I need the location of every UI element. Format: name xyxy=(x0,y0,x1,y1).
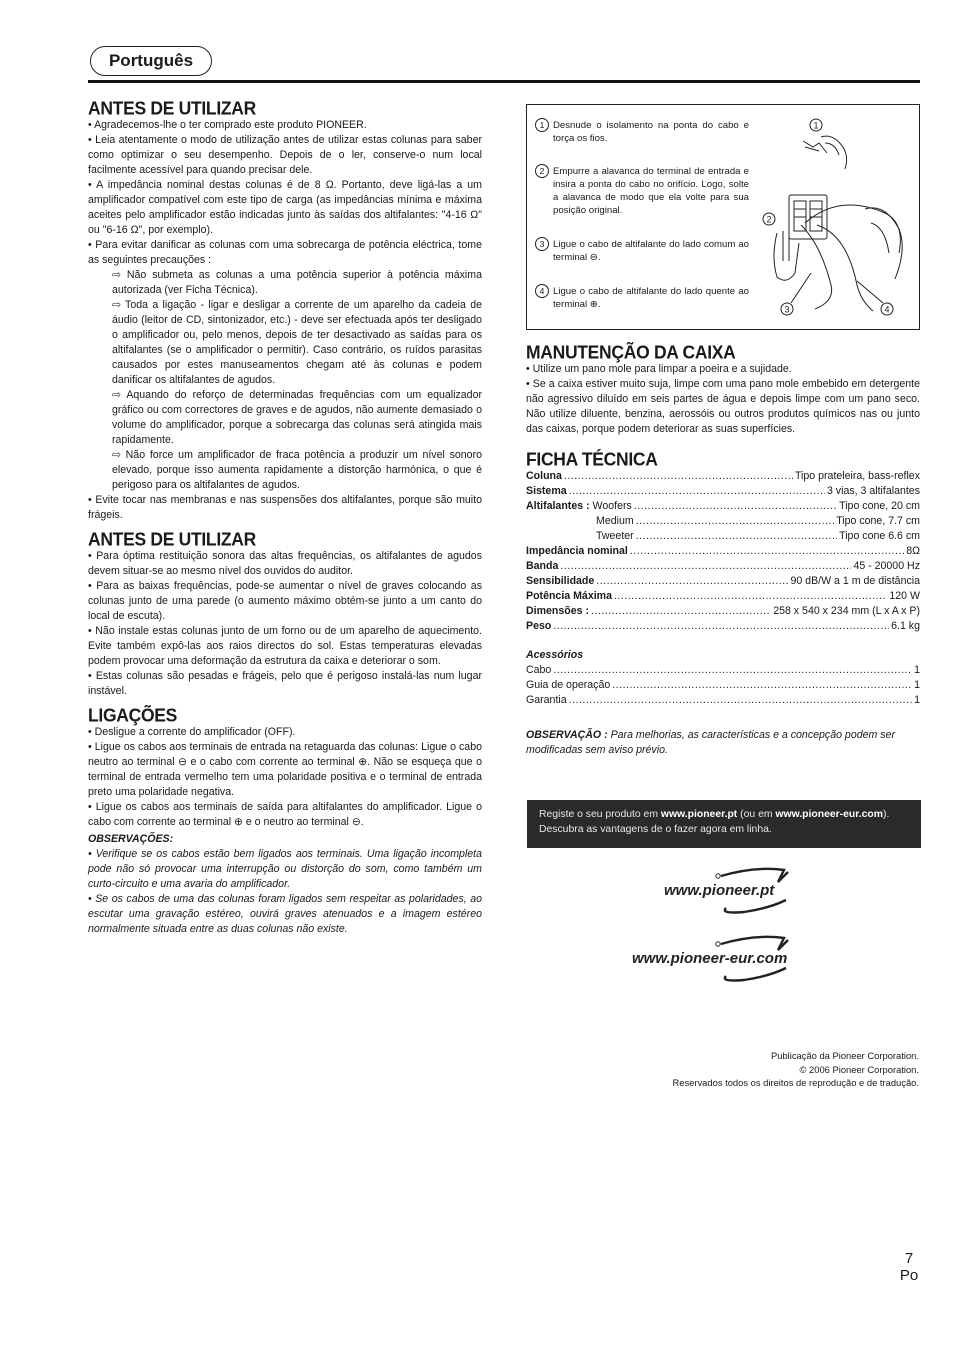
paragraph: • A impedância nominal destas colunas é de 8 Ω. Portanto, deve ligá-las a um amplificador compatível com este tipo de carga (as impedâncias mínima e máxima aceites pelo amplificador estão indicadas junto às saídas dos altifalantes: "4-16 Ω" ou "6-16 Ω", por exemplo). xyxy=(88,179,482,236)
label-1: 1 xyxy=(813,120,819,131)
observation-item: • Verifique se os cabos estão bem ligados aos terminais. Uma ligação incompleta pode não só provocar uma interrupção ou distorção do som, como também um curto-circuito e uma avaria do amplificador. xyxy=(88,848,482,890)
banner-line-2: Descubra as vantagens de o fazer agora em linha. xyxy=(539,824,772,835)
spec-row: Dimensões : ..... 258 x 540 x 234 mm (L x A x P) xyxy=(526,604,920,619)
diagram-step-1 xyxy=(535,119,749,145)
language-tab: Português xyxy=(90,46,212,76)
observation-label: OBSERVAÇÃO : xyxy=(526,729,608,741)
section-title-antes-2: ANTES DE UTILIZAR xyxy=(88,528,256,550)
paragraph: • Estas colunas são pesadas e frágeis, pelo que é perigoso instalá-las num lugar instável. xyxy=(88,670,482,697)
accessories-list xyxy=(526,663,920,708)
section-title-ficha-tecnica: FICHA TÉCNICA xyxy=(526,448,658,470)
step-number: 3 xyxy=(535,237,549,251)
accessories-title: Acessórios xyxy=(526,649,584,661)
banner-link-pioneer-eur[interactable]: www.pioneer-eur.com xyxy=(775,809,883,820)
paragraph: • Não instale estas colunas junto de um forno ou de um aparelho de aquecimento. Evite também expô-las aos raios directos do sol. Estas temperaturas elevadas podem provocar uma deformação da estrutura da caixa e deteriorar o som. xyxy=(88,625,482,667)
paragraph: • Ligue os cabos aos terminais de saída para altifalantes do amplificador. Ligue o cabo com corrente ao terminal ⊕ e o neutro ao terminal ⊖. xyxy=(88,801,482,828)
left-column xyxy=(88,98,482,937)
paragraph: • Para óptima restituição sonora das altas frequências, os altifalantes de agudos devem situar-se ao mesmo nível dos ouvidos do auditor. xyxy=(88,550,482,577)
page-number xyxy=(890,1250,928,1284)
observation-text: Para melhorias, as características e a concepção podem ser modificadas sem aviso prévio. xyxy=(526,729,895,756)
step-text: Desnude o isolamento na ponta do cabo e torça os fios. xyxy=(553,120,749,144)
copyright-line: © 2006 Pioneer Corporation. xyxy=(799,1063,919,1075)
label-3: 3 xyxy=(784,304,790,315)
paragraph: • Evite tocar nas membranas e nas suspensões dos altifalantes, porque são muito frágeis. xyxy=(88,494,482,521)
step-text: Empurre a alavanca do terminal de entrada e insira a ponta do cabo no orifício. Logo, solte a alavanca de modo que ela volte para sua posição original. xyxy=(553,166,749,216)
banner-line-1: Registe o seu produto em www.pioneer.pt (ou em www.pioneer-eur.com). xyxy=(539,809,890,820)
step-text: Ligue o cabo de altifalante do lado quente ao terminal ⊕. xyxy=(553,286,749,310)
spec-row: Sensibilidade ..... 90 dB/W a 1 m de distância xyxy=(526,574,920,589)
section-title-manutencao: MANUTENÇÃO DA CAIXA xyxy=(526,341,736,363)
precaution-item: ⇨ Toda a ligação - ligar e desligar a corrente de um aparelho da cadeia de áudio (leitor de CD, sintonizador, etc.) - deve ser efectuada após ter desligado o amplificador ou, pelo menos, depois de ter desactivado as saídas para os altifalantes (se o amplificador o permitir). Caso contrário, os ruídos parasitas causados por estes manuseamentos chegam até às colunas e podem danificar os altifalantes de agudos. xyxy=(112,299,482,386)
page-number-value: 7 xyxy=(904,1250,914,1267)
publisher-info xyxy=(672,1049,919,1090)
paragraph: • Para as baixas frequências, pode-se aumentar o nível de graves colocando as colunas junto de uma parede (o aumento máximo obtém-se junto a um canto do local de escuta). xyxy=(88,580,482,622)
section-title-ligacoes: LIGAÇÕES xyxy=(88,704,177,726)
paragraph: • Para evitar danificar as colunas com uma sobrecarga de potência eléctrica, tome as seguintes precauções : xyxy=(88,239,482,266)
spec-row: Banda ..... 45 - 20000 Hz xyxy=(526,559,920,574)
header-rule xyxy=(88,80,920,83)
paragraph: • Ligue os cabos aos terminais de entrada na retaguarda das colunas: Ligue o cabo neutro ao terminal ⊖ e o cabo com corrente ao terminal ⊕. Não se esqueça que o terminal de entrada vermelho tem uma polaridade positiva e o terminal de entrada preto uma polaridade negativa. xyxy=(88,741,482,798)
spec-row: Altifalantes : Woofers ..... Tipo cone, 20 cm xyxy=(526,499,920,514)
paragraph: • Agradecemos-lhe o ter comprado este produto PIONEER. xyxy=(88,119,367,131)
terminal-illustration xyxy=(761,113,916,323)
spec-row: Medium ..... Tipo cone, 7.7 cm xyxy=(526,514,920,529)
observation-item: • Se os cabos de uma das colunas foram ligados sem respeitar as polaridades, ao escutar uma gravação estéreo, ouvirá graves atenuados e a imagem estéreo normalmente situada entre as duas colunas não existe. xyxy=(88,893,482,935)
precaution-item: ⇨ Não force um amplificador de fraca potência a produzir um nível sonoro elevado, porque isso aumenta rapidamente a distorção harmónica, o que é perigoso para os altifalantes de agudos. xyxy=(112,449,482,491)
right-column xyxy=(526,104,920,758)
step-number: 2 xyxy=(535,164,549,178)
label-2: 2 xyxy=(766,214,772,225)
rights-line: Reservados todos os direitos de reprodução e de tradução. xyxy=(672,1077,919,1088)
banner-link-pioneer-pt[interactable]: www.pioneer.pt xyxy=(660,809,738,820)
spec-row: Sistema ..... 3 vias, 3 altifalantes xyxy=(526,484,920,499)
url-pioneer-pt[interactable]: www.pioneer.pt xyxy=(664,882,775,899)
publisher-line: Publicação da Pioneer Corporation. xyxy=(770,1050,919,1061)
spec-observation xyxy=(526,728,920,758)
accessory-row: Garantia ..... 1 xyxy=(526,693,920,708)
precaution-item: ⇨ Não submeta as colunas a uma potência superior à potência máxima autorizada (ver Ficha Técnica). xyxy=(112,269,482,296)
paragraph: • Se a caixa estiver muito suja, limpe com uma pano mole embebido em detergente não agressivo diluído em seis partes de água e depois limpe com um pano seco. Não utilize diluente, benzina, aerossóis ou outros produtos químicos nas ou junto das caixas, porque podem deteriorar as suas superfícies. xyxy=(526,378,920,435)
spec-row: Tweeter ..... Tipo cone 6.6 cm xyxy=(526,529,920,544)
spec-list xyxy=(526,469,920,634)
accessory-row: Cabo ..... 1 xyxy=(526,663,920,678)
registration-banner xyxy=(527,800,921,848)
paragraph: • Desligue a corrente do amplificador (OFF). xyxy=(88,726,296,738)
paragraph: • Leia atentamente o modo de utilização antes de utilizar estas colunas para saber como optimizar o seu desempenho. Depois de o ler, conserve-o num local facilmente acessível para quando precisar dele. xyxy=(88,134,482,176)
section-title-antes-1: ANTES DE UTILIZAR xyxy=(88,97,256,119)
diagram-step-4 xyxy=(535,285,749,311)
accessory-row: Guia de operação ..... 1 xyxy=(526,678,920,693)
spec-row: Potência Máxima ..... 120 W xyxy=(526,589,920,604)
step-number: 1 xyxy=(535,118,549,132)
page-language-code: Po xyxy=(899,1267,919,1284)
diagram-step-2 xyxy=(535,165,749,217)
paragraph: • Utilize um pano mole para limpar a poeira e a sujidade. xyxy=(526,363,792,375)
precaution-item: ⇨ Aquando do reforço de determinadas frequências com um equalizador gráfico ou com correctores de graves e de agudos, não aumente demasiado o volume do amplificador, porque a sobrecarga das colunas será atingida mais rapidamente. xyxy=(112,389,482,446)
step-text: Ligue o cabo de altifalante do lado comum ao terminal ⊖. xyxy=(553,239,749,263)
url-pioneer-eur[interactable]: www.pioneer-eur.com xyxy=(632,950,788,967)
label-4: 4 xyxy=(884,304,890,315)
step-number: 4 xyxy=(535,284,549,298)
spec-row: Coluna ..... Tipo prateleira, bass-reflex xyxy=(526,469,920,484)
spec-row: Peso ..... 6.1 kg xyxy=(526,619,920,634)
observations-title: OBSERVAÇÕES: xyxy=(88,833,174,845)
spec-row: Impedância nominal ..... 8Ω xyxy=(526,544,920,559)
connection-diagram xyxy=(526,104,920,330)
diagram-step-3 xyxy=(535,238,749,264)
